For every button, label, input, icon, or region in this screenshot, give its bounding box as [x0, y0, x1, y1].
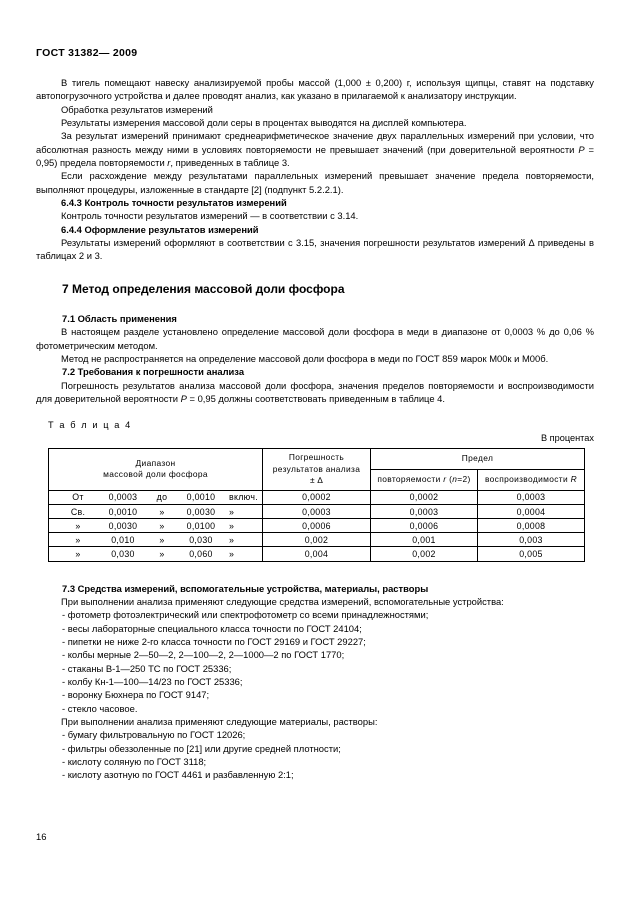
range-suffix: » — [229, 520, 235, 531]
cell-range — [49, 490, 263, 504]
p10-italic-p: P — [180, 392, 187, 404]
list-item: - колбы мерные 2—50—2, 2—100—2, 2—1000—2 по ГОСТ 1770; — [62, 649, 345, 661]
range-to: 0,0100 — [186, 520, 216, 531]
cell-range — [49, 533, 263, 547]
th-range-line1: Диапазон — [135, 457, 176, 468]
th-error-line3: ± ∆ — [309, 475, 324, 486]
th-error-line2: результатов анализа — [272, 463, 361, 474]
section-7-title: 7 Метод определения массовой доли фосфора — [62, 281, 345, 296]
cell-repeatability: 0,001 — [371, 533, 478, 547]
list-item: - кислоту соляную по ГОСТ 3118; — [62, 756, 207, 768]
spacer-after-table — [36, 562, 594, 567]
th-reproducibility-text: воспроизводимости — [484, 474, 571, 485]
heading-7-2: 7.2 Требования к погрешности анализа — [62, 366, 245, 378]
cell-repeatability: 0,0002 — [371, 490, 478, 504]
range-to: 0,060 — [189, 549, 213, 560]
range-from: 0,0030 — [108, 520, 138, 531]
paragraph-not-applicable: Метод не распространяется на определение массовой доли фосфора в меди по ГОСТ 859 марок М00к и М00б. — [61, 352, 549, 364]
range-prefix: Св. — [70, 506, 86, 517]
cell-reproducibility: 0,0003 — [478, 490, 585, 504]
range-mid: » — [159, 506, 165, 517]
list-item: - бумагу фильтровальную по ГОСТ 12026; — [62, 729, 246, 741]
range-suffix: » — [229, 534, 235, 545]
range-from: 0,0003 — [108, 492, 138, 503]
standard-header: ГОСТ 31382— 2009 — [36, 47, 138, 59]
th-repeatability-n: n — [452, 474, 458, 485]
range-to: 0,0030 — [186, 506, 216, 517]
th-range — [49, 449, 263, 491]
list-item: - весы лабораторные специального класса точности по ГОСТ 24104; — [62, 622, 362, 634]
range-from: 0,010 — [111, 534, 135, 545]
range-from: 0,030 — [111, 549, 135, 560]
th-reproducibility-symbol: R — [570, 474, 578, 485]
paragraph-mean-value — [36, 129, 594, 169]
p4-part-b: = 0,95) предела повторяемости — [36, 143, 594, 169]
range-mid: » — [159, 549, 165, 560]
th-error — [263, 449, 371, 491]
p4-part-a: За результат измерений принимают среднеарифметическое значение двух параллельных измерений при условии, что абсолютная разность между ними в условиях повторяемости не превышает значений (при доверительной вероятности — [36, 130, 594, 155]
cell-repeatability: 0,002 — [371, 547, 478, 561]
paragraph-crucible: В тигель помещают навеску анализируемой пробы массой (1,000 ± 0,200) г, используя щипцы, ставят на подставку автопогрузочного устройства и далее проводят анализ, как указано в прилагаемой к анализатору инструкции. — [36, 77, 594, 102]
th-repeatability-symbol: r — [443, 474, 447, 485]
th-repeatability-text: повторяемости — [377, 474, 444, 485]
table-4 — [48, 448, 585, 561]
paragraph-results-format: Результаты измерений оформляют в соответствии с 3.15, значения погрешности результатов измерений ∆ приведены в таблицах 2 и 3. — [36, 237, 594, 262]
cell-error: 0,002 — [263, 533, 371, 547]
table-4-body — [49, 490, 585, 561]
range-from: 0,0010 — [108, 506, 138, 517]
cell-reproducibility: 0,0008 — [478, 519, 585, 533]
cell-repeatability: 0,0003 — [371, 504, 478, 518]
range-mid: » — [159, 534, 165, 545]
th-repeatability-paren-close: =2) — [457, 474, 471, 485]
list-item: - воронку Бюхнера по ГОСТ 9147; — [62, 689, 210, 701]
cell-error: 0,004 — [263, 547, 371, 561]
th-limit-group: Предел — [371, 449, 585, 470]
range-prefix: От — [72, 492, 84, 503]
cell-error: 0,0006 — [263, 519, 371, 533]
paragraph-divergence: Если расхождение между результатами параллельных измерений превышает значение предела повторяемости, выполняют процедуры, изложенные в стандарте [2] (подпункт 5.2.2.1). — [36, 170, 594, 195]
page-number: 16 — [36, 831, 47, 842]
table-row — [49, 547, 585, 561]
table-row — [49, 504, 585, 518]
paragraph-scope: В настоящем разделе установлено определение массовой доли фосфора в меди в диапазоне от 0,0003 % до 0,06 % фотометрическим методом. — [36, 326, 594, 351]
p10-part-b: = 0,95 должны соответствовать приведенным в таблице 4. — [186, 392, 445, 404]
p4-part-c: , приведенных в таблице 3. — [170, 157, 290, 169]
th-repeatability — [371, 469, 478, 490]
th-reproducibility — [478, 469, 585, 490]
paragraph-accuracy-control: Контроль точности результатов измерений — в соответствии с 3.14. — [61, 210, 359, 222]
paragraph-processing-title: Обработка результатов измерений — [61, 103, 213, 115]
paragraph-materials-intro: При выполнении анализа применяют следующие материалы, растворы: — [61, 716, 378, 728]
table-row — [49, 490, 585, 504]
table-4-units-note: В процентах — [540, 433, 594, 444]
table-4-caption: Т а б л и ц а 4 — [48, 420, 132, 431]
cell-range — [49, 504, 263, 518]
table-4-block — [36, 419, 594, 561]
table-row — [49, 533, 585, 547]
list-item: - фотометр фотоэлектрический или спектрофотометр со всеми принадлежностями; — [62, 609, 429, 621]
list-item: - стекло часовое. — [62, 702, 138, 714]
list-item: - кислоту азотную по ГОСТ 4461 и разбавленную 2:1; — [62, 769, 294, 781]
heading-6-4-3: 6.4.3 Контроль точности результатов измерений — [61, 197, 287, 209]
range-prefix: » — [75, 520, 81, 531]
p4-italic-p: P — [578, 143, 585, 155]
section-7-title-wrap — [36, 282, 594, 296]
range-prefix: » — [75, 534, 81, 545]
range-suffix: » — [229, 549, 235, 560]
range-prefix: » — [75, 549, 81, 560]
list-item: - колбу Кн-1—100—14/23 по ГОСТ 25336; — [62, 676, 243, 688]
range-to: 0,030 — [189, 534, 213, 545]
cell-error: 0,0002 — [263, 490, 371, 504]
cell-repeatability: 0,0006 — [371, 519, 478, 533]
range-suffix: включ. — [229, 492, 258, 503]
th-error-line1: Погрешность — [288, 452, 345, 463]
range-mid: до — [156, 492, 168, 503]
paragraph-sulfur-display: Результаты измерения массовой доли серы в процентах выводятся на дисплей компьютера. — [61, 117, 467, 129]
table-4-head — [49, 449, 585, 491]
p10-part-a: Погрешность результатов анализа массовой доли фосфора, значения пределов повторяемости и воспроизводимости для доверительной вероятности — [36, 379, 594, 404]
cell-error: 0,0003 — [263, 504, 371, 518]
cell-reproducibility: 0,005 — [478, 547, 585, 561]
th-range-line2: массовой доли фосфора — [103, 469, 208, 480]
paragraph-accuracy-requirements — [36, 379, 594, 406]
heading-7-1: 7.1 Область применения — [62, 312, 177, 324]
cell-range — [49, 519, 263, 533]
list-item: - пипетки не ниже 2-го класса точности по ГОСТ 29169 и ГОСТ 29227; — [62, 636, 366, 648]
heading-6-4-4: 6.4.4 Оформление результатов измерений — [61, 223, 259, 235]
cell-reproducibility: 0,003 — [478, 533, 585, 547]
th-repeatability-paren-open: ( — [446, 474, 453, 485]
document-body — [36, 76, 594, 782]
table-4-header-row-1 — [49, 449, 585, 470]
p4-italic-r: r — [167, 157, 171, 169]
cell-range — [49, 547, 263, 561]
range-mid: » — [159, 520, 165, 531]
range-to: 0,0010 — [186, 492, 216, 503]
heading-7-3: 7.3 Средства измерений, вспомогательные устройства, материалы, растворы — [62, 582, 429, 594]
range-suffix: » — [229, 506, 235, 517]
list-item: - фильтры обеззоленные по [21] или другие средней плотности; — [62, 742, 341, 754]
paragraph-equipment-intro: При выполнении анализа применяют следующие средства измерений, вспомогательные устройства: — [61, 596, 504, 607]
list-item: - стаканы В-1—250 ТС по ГОСТ 25336; — [62, 662, 232, 674]
table-row — [49, 519, 585, 533]
cell-reproducibility: 0,0004 — [478, 504, 585, 518]
